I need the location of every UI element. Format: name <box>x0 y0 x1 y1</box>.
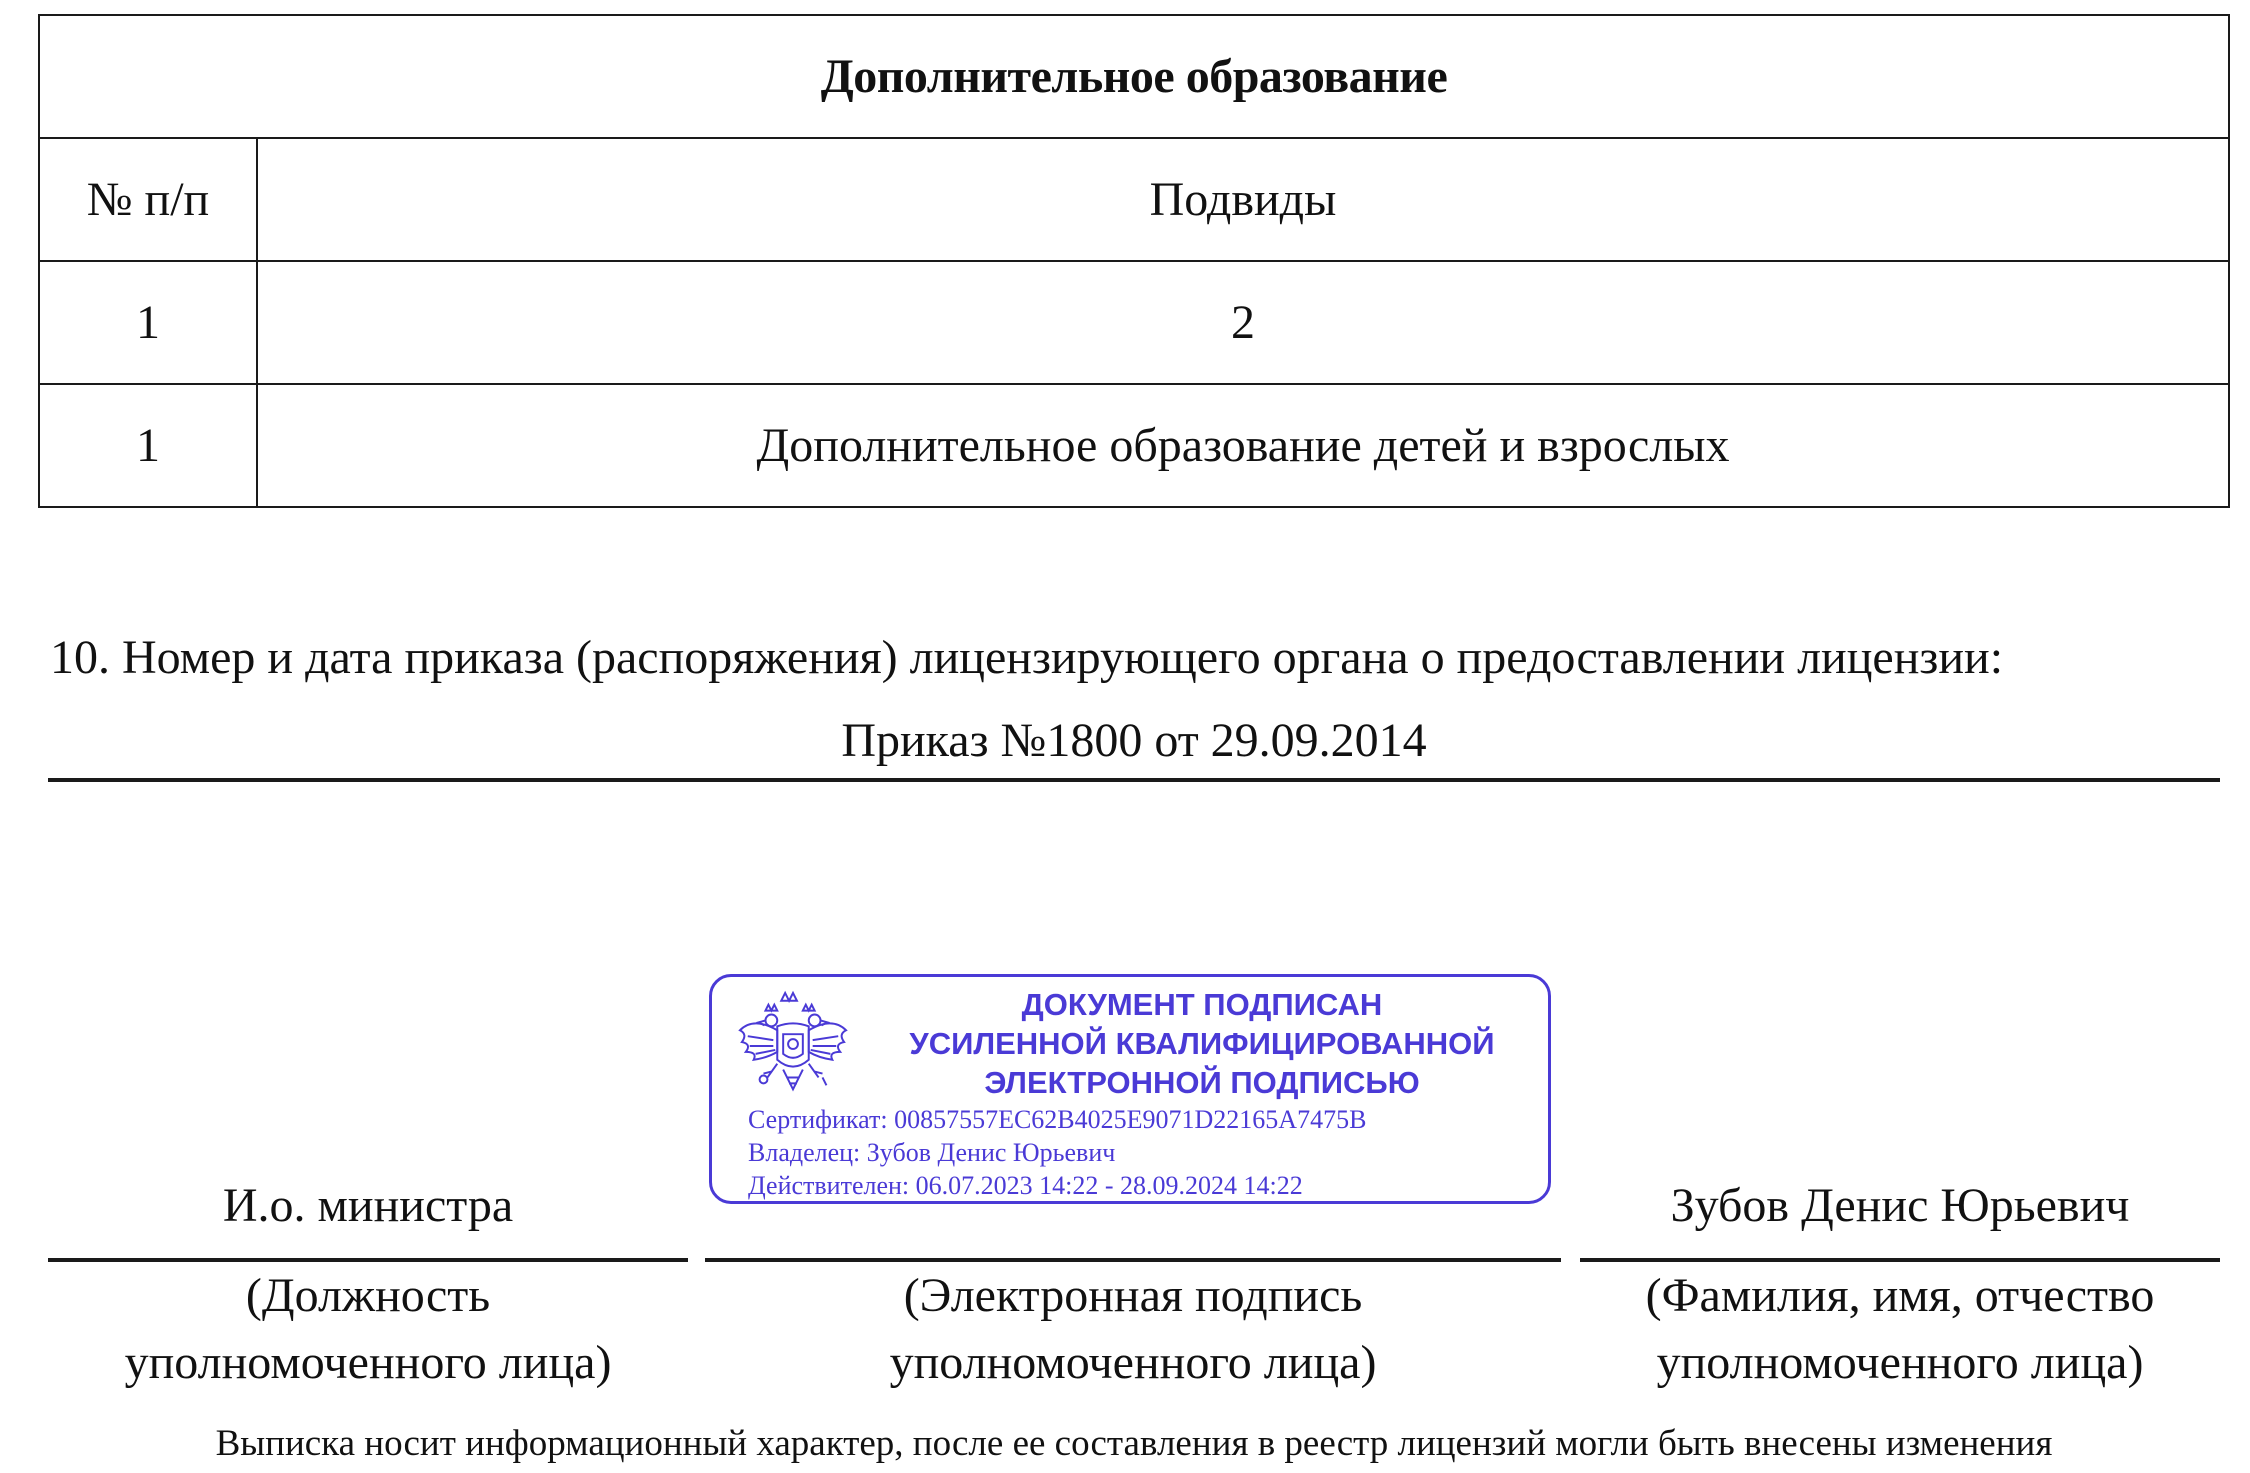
order-label: 10. Номер и дата приказа (распоряжения) лицензирующего органа о предоставлении лицензии: <box>50 631 2004 684</box>
stamp-heading-line: ЭЛЕКТРОННОЙ ПОДПИСЬЮ <box>984 1065 1420 1100</box>
stamp-owner: Владелец: Зубов Денис Юрьевич <box>748 1138 1116 1167</box>
column-header-subtypes: Подвиды <box>257 138 2229 261</box>
electronic-signature-stamp <box>709 974 1551 1204</box>
caption-line: уполномоченного лица) <box>1656 1336 2144 1389</box>
index-cell-number: 1 <box>39 261 257 384</box>
order-underline <box>48 778 2220 782</box>
stamp-heading-line: ДОКУМЕНТ ПОДПИСАН <box>1021 987 1383 1022</box>
esign-caption <box>705 1262 1561 1396</box>
table-row <box>39 384 2229 507</box>
table-index-row <box>39 261 2229 384</box>
index-cell-subtypes: 2 <box>257 261 2229 384</box>
caption-line: (Фамилия, имя, отчество <box>1645 1269 2155 1322</box>
stamp-validity: Действителен: 06.07.2023 14:22 - 28.09.2024 14:22 <box>748 1171 1303 1200</box>
table-header-row <box>39 138 2229 261</box>
position-value: И.о. министра <box>222 1179 514 1232</box>
table-title: Дополнительное образование <box>39 15 2229 138</box>
stamp-heading <box>862 985 1542 1102</box>
position-caption <box>48 1262 688 1396</box>
order-value: Приказ №1800 от 29.09.2014 <box>841 714 1427 767</box>
caption-line: (Должность <box>245 1269 491 1322</box>
stamp-certificate: Сертификат: 00857557EC62B4025E9071D22165A7475B <box>748 1105 1367 1134</box>
stamp-heading-line: УСИЛЕННОЙ КВАЛИФИЦИРОВАННОЙ <box>909 1026 1495 1061</box>
row-number-cell: 1 <box>39 384 257 507</box>
caption-line: уполномоченного лица) <box>124 1336 612 1389</box>
table-title-row <box>39 15 2229 138</box>
name-caption <box>1580 1262 2220 1396</box>
additional-education-table <box>38 14 2230 508</box>
caption-line: уполномоченного лица) <box>889 1336 1377 1389</box>
column-header-number: № п/п <box>39 138 257 261</box>
double-headed-eagle-emblem-icon <box>734 987 852 1105</box>
disclaimer-footnote: Выписка носит информационный характер, после ее составления в реестр лицензий могли быть внесены изменения <box>215 1423 2053 1464</box>
row-subtype-cell: Дополнительное образование детей и взрослых <box>257 384 2229 507</box>
signer-name-value: Зубов Денис Юрьевич <box>1670 1179 2130 1232</box>
caption-line: (Электронная подпись <box>903 1269 1363 1322</box>
stamp-details <box>748 1103 1366 1202</box>
